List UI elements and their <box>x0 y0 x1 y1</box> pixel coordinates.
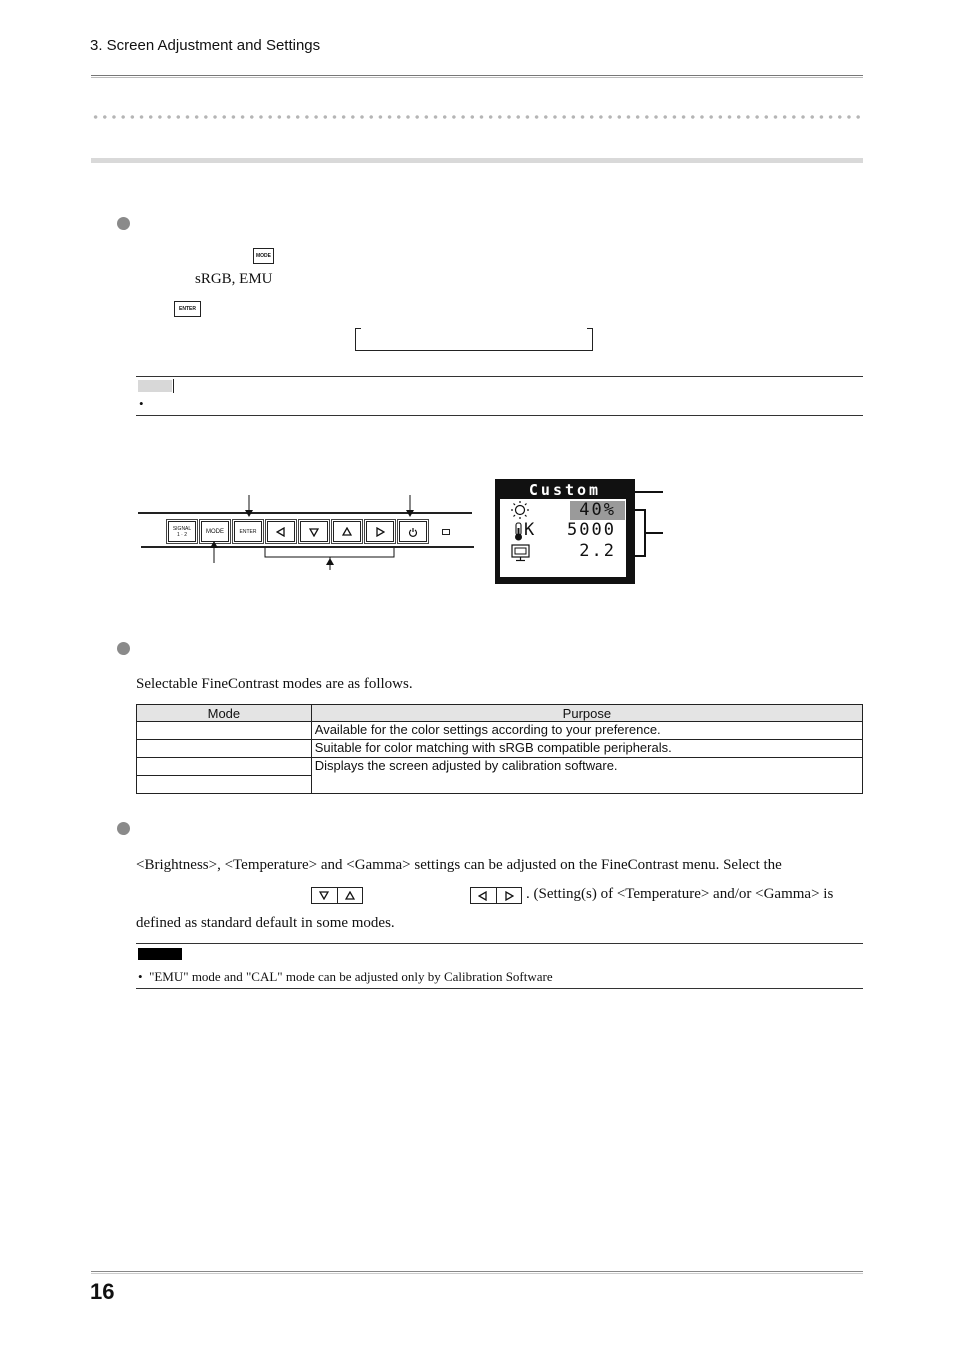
bracket-frame <box>355 328 593 351</box>
bracket-tick-left <box>355 328 361 329</box>
footer-rule <box>91 1271 863 1274</box>
gamma-value: 2.2 <box>579 541 616 561</box>
title-band <box>91 158 863 163</box>
settings-paragraph-line2: . (Setting(s) of <Temperature> and/or <Gamma> is <box>526 886 834 902</box>
osd-callout-lines <box>634 484 664 560</box>
section-bullet-3 <box>117 822 130 835</box>
mode-button[interactable]: MODE <box>201 521 229 542</box>
modes-text: sRGB, EMU <box>195 271 273 287</box>
table-row <box>137 758 863 776</box>
settings-paragraph-line1: <Brightness>, <Temperature> and <Gamma> settings can be adjusted on the FineContrast menu. Select the <box>136 857 782 873</box>
note-box <box>136 376 863 416</box>
right-triangle-icon <box>504 891 514 901</box>
table-cell-purpose: Displays the screen adjusted by calibration software. <box>311 758 862 794</box>
table-row <box>137 740 863 758</box>
down-up-keys-icon <box>311 887 363 904</box>
header-rule <box>91 75 863 78</box>
table-cell-mode <box>137 722 312 740</box>
mode-key-icon: MODE <box>253 248 274 264</box>
gamma-monitor-icon <box>510 544 532 562</box>
note-label-tag <box>138 380 172 392</box>
bracket-tick-right <box>587 328 593 329</box>
brightness-value: 40% <box>579 500 616 520</box>
temperature-unit: K <box>524 520 535 540</box>
finecontrast-mode-table <box>136 704 863 794</box>
temperature-value: 5000 <box>567 520 616 540</box>
dotted-divider <box>91 114 863 120</box>
left-right-keys-icon <box>470 887 522 904</box>
brightness-sun-icon <box>510 501 530 519</box>
settings-paragraph-line3: defined as standard default in some modes. <box>136 915 395 931</box>
osd-body <box>500 499 626 577</box>
enter-key-icon: ENTER <box>174 301 201 317</box>
attention-note-line: • "EMU" mode and "CAL" mode can be adjusted only by Calibration Software <box>138 969 553 984</box>
table-cell-mode <box>137 758 312 776</box>
attention-label-tag <box>138 948 182 960</box>
note-bullet: • <box>139 396 144 411</box>
section-header: 3. Screen Adjustment and Settings <box>90 37 321 54</box>
table-row <box>137 722 863 740</box>
table-cell-mode <box>137 740 312 758</box>
section-bullet-1 <box>117 217 130 230</box>
down-triangle-icon <box>319 891 329 900</box>
table-header-purpose: Purpose <box>311 705 862 722</box>
finecontrast-osd <box>495 479 635 584</box>
panel-callout-arrows <box>140 490 480 570</box>
section-bullet-2 <box>117 642 130 655</box>
attention-box <box>136 943 863 989</box>
table-cell-purpose: Suitable for color matching with sRGB compatible peripherals. <box>311 740 862 758</box>
osd-mode-title: Custom <box>528 481 602 499</box>
note-label-divider <box>173 379 174 393</box>
page-number: 16 <box>90 1279 115 1304</box>
left-triangle-icon <box>478 891 488 901</box>
attention-note-text: "EMU" mode and "CAL" mode can be adjusted only by Calibration Software <box>149 969 553 984</box>
signal-button[interactable]: SIGNAL 1 · 2 <box>168 521 196 542</box>
enter-button[interactable]: ENTER <box>234 521 262 542</box>
modes-intro: Selectable FineContrast modes are as follows. <box>136 676 413 692</box>
table-header-mode: Mode <box>137 705 312 722</box>
table-cell-purpose: Available for the color settings according to your preference. <box>311 722 862 740</box>
table-cell-mode <box>137 776 312 794</box>
up-triangle-icon <box>345 891 355 900</box>
